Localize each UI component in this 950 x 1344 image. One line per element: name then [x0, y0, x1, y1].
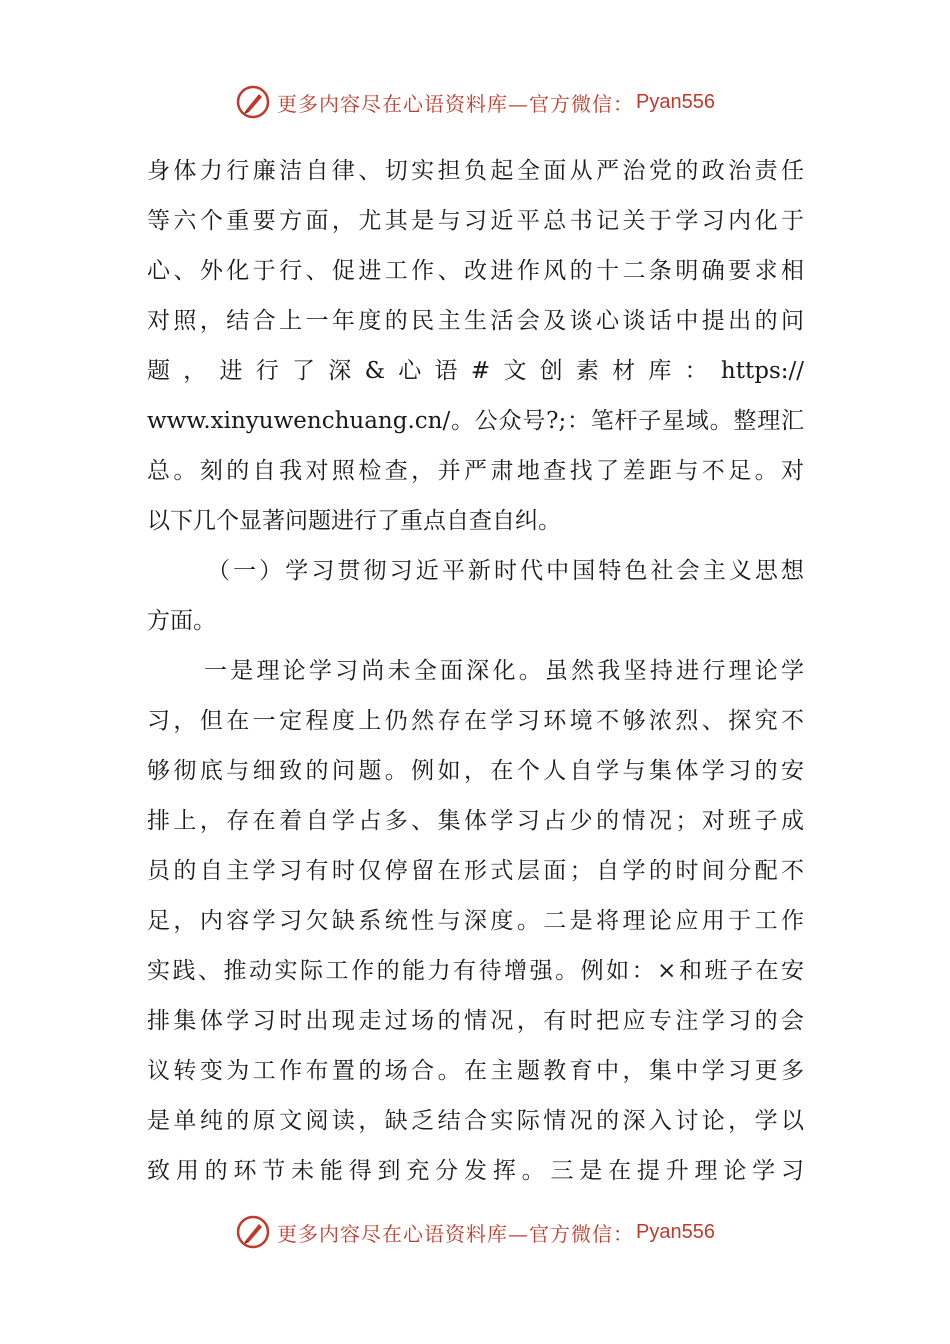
text-line: 议转变为工作布置的场合。在主题教育中，集中学习更多: [147, 1058, 804, 1084]
pen-logo-icon: [235, 84, 271, 120]
text-line: 足，内容学习欠缺系统性与深度。二是将理论应用于工作: [147, 908, 804, 934]
text-line: 排上，存在着自学占多、集体学习占少的情况；对班子成: [147, 808, 804, 834]
text-line: 身体力行廉洁自律、切实担负起全面从严治党的政治责任: [147, 158, 804, 184]
banner-wechat-id: Pyan556: [636, 1220, 715, 1243]
pen-logo-icon: [235, 1214, 271, 1250]
text-line: 习，但在一定程度上仍然存在学习环境不够浓烈、探究不: [147, 708, 804, 734]
text-line: 致用的环节未能得到充分发挥。三是在提升理论学习: [147, 1158, 804, 1184]
banner-text: 更多内容尽在心语资料库—官方微信：: [277, 1221, 635, 1246]
text-line: 够彻底与细致的问题。例如，在个人自学与集体学习的安: [147, 758, 804, 784]
text-line: www.xinyuwenchuang.cn/。公众号?;：笔杆子星域。整理汇: [147, 408, 804, 434]
text-line: 是单纯的原文阅读，缺乏结合实际情况的深入讨论，学以: [147, 1108, 804, 1134]
text-line: 题，进行了深&心语#文创素材库：https://: [147, 358, 804, 384]
text-line: 以下几个显著问题进行了重点自查自纠。: [147, 508, 561, 534]
text-line: 排集体学习时出现走过场的情况，有时把应专注学习的会: [147, 1008, 804, 1034]
banner-text: 更多内容尽在心语资料库—官方微信：: [277, 91, 635, 116]
footer-banner: [0, 1212, 950, 1252]
text-line: 总。刻的自我对照检查，并严肃地查找了差距与不足。对: [147, 458, 804, 484]
paragraph-start: 一是理论学习尚未全面深化。虽然我坚持进行理论学: [204, 658, 804, 684]
text-line: 实践、推动实际工作的能力有待增强。例如：×和班子在安: [147, 958, 804, 984]
banner-wechat-id: Pyan556: [636, 90, 715, 113]
section-heading-cont: 方面。: [147, 608, 216, 634]
text-line: 对照，结合上一年度的民主生活会及谈心谈话中提出的问: [147, 308, 804, 334]
text-line: 心、外化于行、促进工作、改进作风的十二条明确要求相: [147, 258, 804, 284]
document-body: [147, 146, 804, 1196]
text-line: 等六个重要方面，尤其是与习近平总书记关于学习内化于: [147, 208, 804, 234]
text-line: 员的自主学习有时仅停留在形式层面；自学的时间分配不: [147, 858, 804, 884]
header-banner: [0, 82, 950, 122]
section-heading: （一）学习贯彻习近平新时代中国特色社会主义思想: [207, 558, 804, 584]
